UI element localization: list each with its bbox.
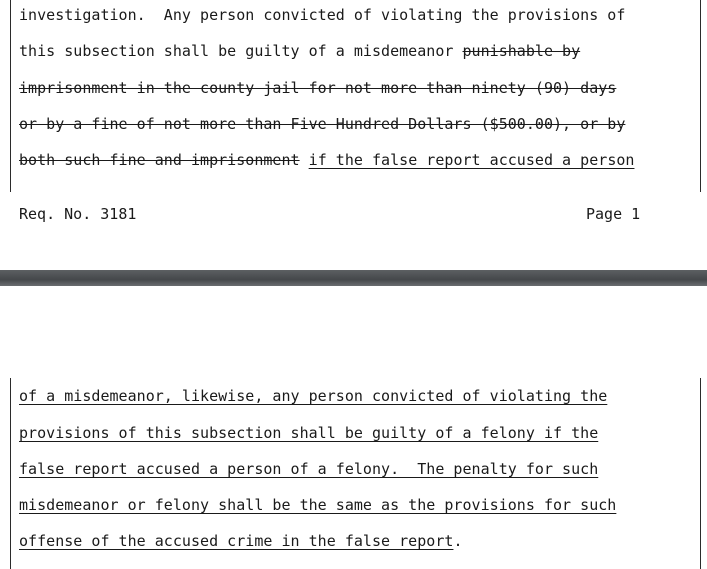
plain-text: investigation. Any person convicted of violating the provisions of: [19, 6, 626, 24]
text-line-4: [19, 115, 625, 133]
request-number: Req. No. 3181: [19, 205, 137, 223]
text-line-7: [19, 424, 598, 442]
right-margin-rule: [700, 378, 701, 569]
page-separator: [0, 270, 707, 286]
struck-text: imprisonment in the county jail for not more than ninety (90) days: [19, 79, 617, 97]
plain-text: .: [453, 532, 463, 550]
underlined-text: false report accused a person of a felony. The penalty for such: [19, 460, 599, 478]
struck-text: punishable by: [462, 42, 581, 60]
document-page-bottom: [0, 286, 707, 569]
page-number: Page 1: [586, 205, 641, 223]
right-margin-rule: [700, 0, 701, 192]
struck-text: or by a fine of not more than Five Hundred Dollars ($500.00), or by: [19, 115, 626, 133]
text-line-5: [19, 151, 634, 169]
underlined-text: misdemeanor or felony shall be the same as the provisions for such: [19, 496, 617, 514]
text-line-2: [19, 42, 580, 60]
underlined-text: provisions of this subsection shall be guilty of a felony if the: [19, 424, 599, 442]
text-line-1: [19, 6, 625, 24]
underlined-text: of a misdemeanor, likewise, any person convicted of violating the: [19, 387, 608, 405]
text-line-3: [19, 79, 616, 97]
text-line-9: [19, 496, 616, 514]
text-line-10: [19, 532, 463, 550]
plain-text: this subsection shall be guilty of a misdemeanor: [19, 42, 463, 60]
text-line-8: [19, 460, 598, 478]
left-margin-rule: [10, 0, 11, 192]
underlined-text: if the false report accused a person: [308, 151, 635, 169]
struck-text: both such fine and imprisonment: [19, 151, 300, 169]
left-margin-rule: [10, 378, 11, 569]
document-page-top: [0, 0, 707, 270]
plain-text: [300, 151, 309, 169]
underlined-text: offense of the accused crime in the false report: [19, 532, 454, 550]
text-line-6: [19, 387, 607, 405]
